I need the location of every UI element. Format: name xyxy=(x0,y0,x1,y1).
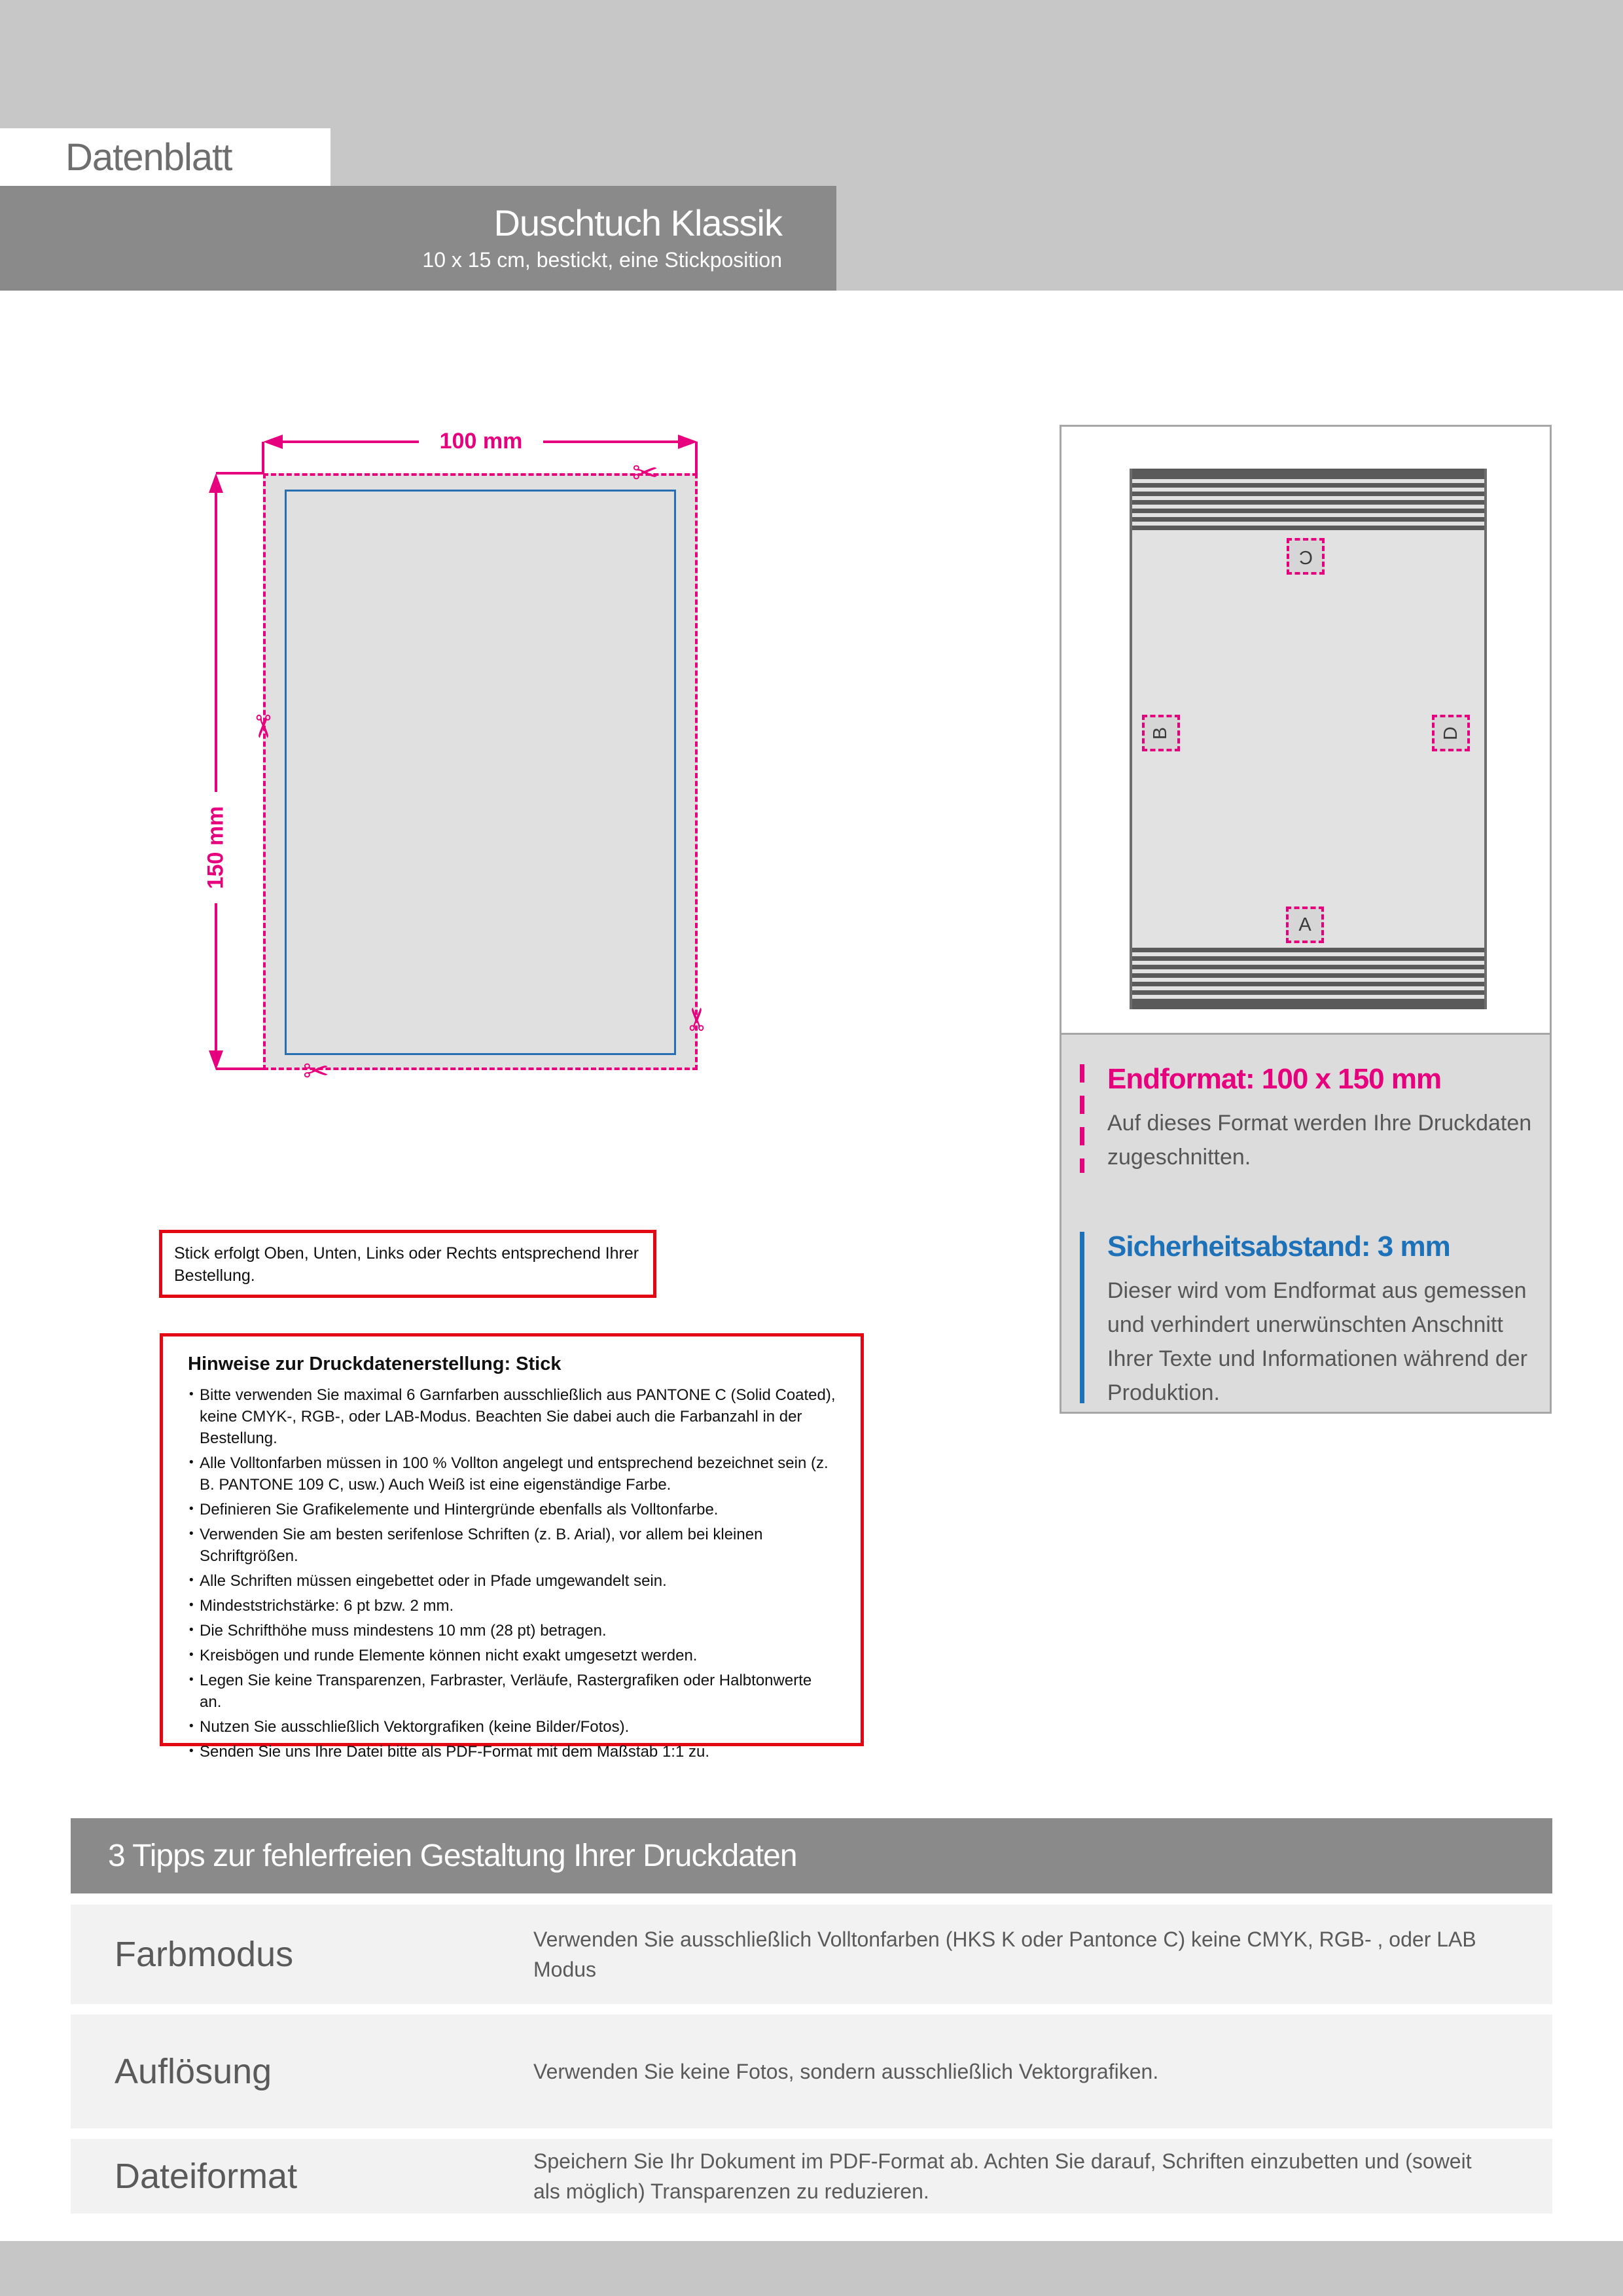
hinweis-item: • Alle Volltonfarben müssen in 100 % Vollton angelegt und entsprechend bezeichnet sein (z. B. PANTONE 109 C, usw.) Auch Weiß ist eine eigenständige Farbe. xyxy=(188,1452,836,1496)
tip-row-aufloesung xyxy=(71,2015,1552,2128)
dim-arrow-left xyxy=(263,435,283,449)
tip-description: Verwenden Sie keine Fotos, sondern ausschließlich Vektorgrafiken. xyxy=(533,2060,1159,2083)
scissors-icon: ✂ xyxy=(302,1053,330,1090)
dim-line-left-lower-segment xyxy=(215,903,217,1050)
tip-label: Farbmodus xyxy=(115,1935,294,1974)
scissors-icon: ✂ xyxy=(632,455,659,492)
position-letter-c: C xyxy=(1298,546,1313,567)
product-subtitle: 10 x 15 cm, bestickt, eine Stickposition xyxy=(422,247,782,272)
scissors-icon: ✂ xyxy=(244,713,281,740)
sicherheitsabstand-title: Sicherheitsabstand: 3 mm xyxy=(1107,1230,1450,1263)
scissors-icon: ✂ xyxy=(679,1005,716,1033)
dim-line-left-upper-segment xyxy=(215,493,217,792)
hinweis-item: • Verwenden Sie am besten serifenlose Schriften (z. B. Arial), vor allem bei kleinen Schriftgrößen. xyxy=(188,1524,836,1567)
towel-top-stripes xyxy=(1132,483,1484,531)
tip-row-dateiformat xyxy=(71,2139,1552,2214)
dim-line-top-right-segment xyxy=(543,440,678,443)
height-dimension-label: 150 mm xyxy=(203,806,228,889)
tips-section-header xyxy=(71,1818,1552,1893)
datenblatt-label-box xyxy=(0,128,330,186)
embroidery-position-c xyxy=(1287,538,1325,575)
tip-description: Verwenden Sie ausschließlich Volltonfarben (HKS K oder Pantonce C) keine CMYK, RGB- , oder LAB Modus xyxy=(533,1928,1476,1981)
sicherheitsabstand-text: Dieser wird vom Endformat aus gemessen und verhindert unerwünschten Anschnitt Ihrer Texte und Informationen während der Produktion. xyxy=(1107,1278,1527,1405)
dim-extension-top xyxy=(216,472,263,475)
dim-extension-right xyxy=(695,442,698,473)
hinweise-list xyxy=(188,1384,836,1763)
endformat-dashed-marker xyxy=(1080,1064,1084,1173)
product-title: Duschtuch Klassik xyxy=(493,202,782,244)
tip-description: Speichern Sie Ihr Dokument im PDF-Format ab. Achten Sie darauf, Schriften einzubetten und (soweit als möglich) Transparenzen zu reduzieren. xyxy=(533,2149,1472,2203)
hinweis-item: • Kreisbögen und runde Elemente können nicht exakt umgesetzt werden. xyxy=(188,1645,836,1666)
safety-solid-marker xyxy=(1080,1232,1084,1403)
product-header-bar xyxy=(0,186,836,291)
tip-label: Dateiformat xyxy=(115,2157,298,2196)
dim-arrow-up xyxy=(209,473,223,493)
datenblatt-label: Datenblatt xyxy=(65,135,232,179)
endformat-text: Auf dieses Format werden Ihre Druckdaten zugeschnitten. xyxy=(1107,1111,1532,1170)
hinweise-box xyxy=(160,1333,864,1761)
tip-row-farbmodus xyxy=(71,1905,1552,2004)
position-letter-a: A xyxy=(1298,914,1311,935)
embroidery-position-a xyxy=(1286,906,1324,943)
dim-extension-bottom xyxy=(216,1067,263,1070)
hinweis-item: • Nutzen Sie ausschließlich Vektorgrafiken (keine Bilder/Fotos). xyxy=(188,1716,836,1738)
hinweise-title: Hinweise zur Druckdatenerstellung: Stick xyxy=(188,1354,562,1374)
hinweis-item: • Die Schrifthöhe muss mindestens 10 mm (28 pt) betragen. xyxy=(188,1620,836,1641)
hinweis-item: • Senden Sie uns Ihre Datei bitte als PDF-Format mit dem Maßstab 1:1 zu. xyxy=(188,1741,836,1763)
embroidery-position-b xyxy=(1142,715,1180,751)
stick-position-note xyxy=(159,1230,656,1298)
towel-bottom-stripes xyxy=(1132,946,1484,995)
towel-bottom-band xyxy=(1132,999,1484,1009)
safety-margin-rect xyxy=(285,490,676,1055)
position-letter-b: B xyxy=(1150,726,1171,740)
stick-position-note-text: Stick erfolgt Oben, Unten, Links oder Rechts entsprechend Ihrer Bestellung. xyxy=(174,1244,639,1285)
position-letter-d: D xyxy=(1440,726,1461,740)
hinweis-item: • Mindeststrichstärke: 6 pt bzw. 2 mm. xyxy=(188,1595,836,1617)
hinweis-item: • Bitte verwenden Sie maximal 6 Garnfarben ausschließlich aus PANTONE C (Solid Coated), keine CMYK-, RGB-, oder LAB-Modus. Beachten Sie dabei auch die Farbanzahl in der Bestellung. xyxy=(188,1384,836,1449)
tips-section-title: 3 Tipps zur fehlerfreien Gestaltung Ihrer Druckdaten xyxy=(108,1839,797,1873)
endformat-title: Endformat: 100 x 150 mm xyxy=(1107,1063,1442,1095)
width-dimension-label: 100 mm xyxy=(439,429,523,454)
dim-line-top-left-segment xyxy=(283,440,419,443)
tip-label: Auflösung xyxy=(115,2052,272,2091)
towel-top-band xyxy=(1132,469,1484,479)
hinweis-item: • Definieren Sie Grafikelemente und Hintergründe ebenfalls als Volltonfarbe. xyxy=(188,1499,836,1520)
footer-gray-band xyxy=(0,2241,1623,2296)
hinweis-item: • Legen Sie keine Transparenzen, Farbraster, Verläufe, Rastergrafiken oder Halbtonwerte an. xyxy=(188,1670,836,1713)
hinweis-item: • Alle Schriften müssen eingebettet oder in Pfade umgewandelt sein. xyxy=(188,1570,836,1592)
embroidery-position-d xyxy=(1432,715,1470,751)
dim-extension-left xyxy=(262,442,264,473)
